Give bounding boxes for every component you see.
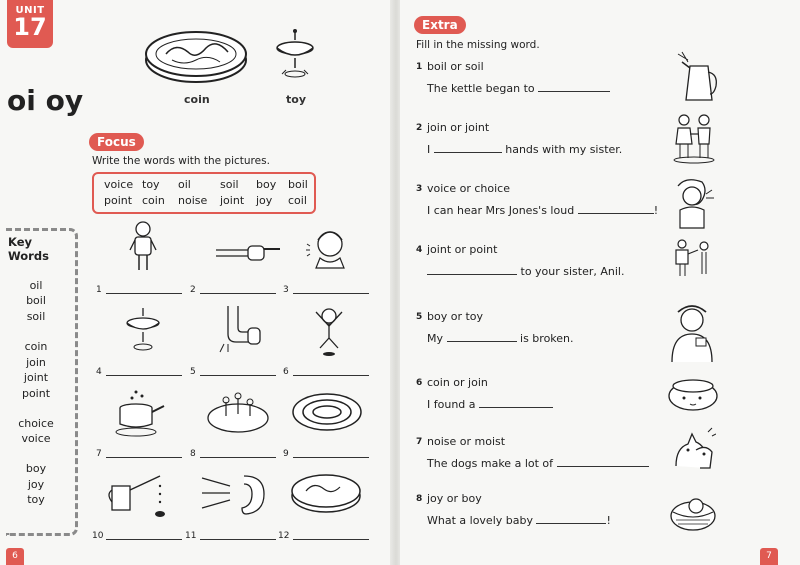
exercise-number: 4 [416, 245, 423, 255]
word-bank-word: oil [178, 178, 191, 191]
unit-number: 17 [13, 13, 47, 41]
word-bank-word: joint [220, 194, 245, 207]
page-number-left: 6 [6, 548, 24, 565]
exercise-sentence-4 [427, 264, 625, 278]
exercise-number: 8 [416, 494, 423, 504]
answer-line-12[interactable] [293, 539, 369, 540]
pointing-children-picture [672, 236, 714, 280]
sentence-end: hands with my sister. [505, 143, 623, 156]
sentence-end: ! [606, 514, 611, 527]
word-bank-word: boy [256, 178, 277, 191]
word-bank-word: joy [256, 194, 273, 207]
key-words-title: Key Words [8, 235, 49, 263]
picture-number: 6 [283, 367, 289, 377]
page-number-right: 7 [760, 548, 778, 565]
answer-blank-7[interactable] [557, 456, 649, 467]
exercise-sentence-5 [427, 331, 574, 345]
sentence-start: I found a [427, 398, 476, 411]
extra-instruction: Fill in the missing word. [416, 39, 540, 51]
exercise-number: 6 [416, 378, 423, 388]
spinning-top-picture [120, 306, 166, 352]
exercise-sentence-8 [427, 513, 611, 527]
answer-line-3[interactable] [293, 293, 369, 294]
spinning-top-illustration [270, 28, 320, 84]
coin-label: coin [184, 93, 210, 106]
word-bank-word: coin [142, 194, 165, 207]
sentence-start: The dogs make a lot of [427, 457, 554, 470]
answer-line-6[interactable] [293, 375, 369, 376]
shouting-woman-picture [670, 176, 716, 230]
exercise-sentence-1 [427, 81, 610, 95]
page-title: oi oy [7, 84, 84, 117]
exercise-choice: join or joint [427, 121, 490, 134]
picture-number: 12 [278, 531, 290, 541]
answer-line-2[interactable] [200, 293, 276, 294]
baby-in-basket-picture [668, 490, 718, 534]
sentence-start: What a lovely baby [427, 514, 533, 527]
answer-blank-3[interactable] [578, 203, 654, 214]
key-word: point [21, 387, 51, 400]
answer-line-8[interactable] [200, 457, 276, 458]
key-word: boil [26, 294, 46, 307]
key-word: soil [26, 310, 46, 323]
answer-line-10[interactable] [106, 539, 182, 540]
soil-patch-picture [204, 388, 272, 436]
answer-line-9[interactable] [293, 457, 369, 458]
picture-number: 7 [96, 449, 102, 459]
exercise-choice: joint or point [427, 243, 498, 256]
elbow-joint-picture [216, 304, 262, 354]
boy-picture [128, 220, 158, 274]
word-bank-word: boil [288, 178, 308, 191]
answer-line-11[interactable] [200, 539, 276, 540]
exercise-sentence-6 [427, 397, 553, 411]
answer-blank-2[interactable] [434, 142, 502, 153]
key-word: joy [27, 478, 45, 491]
answer-line-5[interactable] [200, 375, 276, 376]
exercise-choice: coin or join [427, 376, 488, 389]
key-word: join [26, 356, 46, 369]
picture-number: 2 [190, 285, 196, 295]
key-word: oil [29, 279, 43, 292]
key-word: toy [27, 493, 45, 506]
focus-tag: Focus [89, 133, 144, 151]
sentence-start: My [427, 332, 444, 345]
word-bank-word: noise [178, 194, 208, 207]
exercise-number: 2 [416, 123, 423, 133]
picture-number: 1 [96, 285, 102, 295]
picture-number: 8 [190, 449, 196, 459]
steaming-kettle-picture [672, 50, 722, 104]
key-word: choice [18, 417, 54, 430]
answer-blank-5[interactable] [447, 331, 517, 342]
toy-label: toy [286, 93, 306, 106]
picture-number: 3 [283, 285, 289, 295]
picture-number: 5 [190, 367, 196, 377]
key-word: coin [24, 340, 48, 353]
answer-blank-6[interactable] [479, 397, 553, 408]
exercise-number: 5 [416, 312, 423, 322]
key-word: joint [23, 371, 49, 384]
exercise-number: 1 [416, 62, 423, 72]
key-word: boy [25, 462, 47, 475]
exercise-choice: noise or moist [427, 435, 506, 448]
word-bank-word: voice [104, 178, 134, 191]
joyful-boy-picture [310, 304, 348, 356]
sentence-start: I can hear Mrs Jones's loud [427, 204, 575, 217]
answer-line-4[interactable] [106, 375, 182, 376]
exercise-sentence-7 [427, 456, 649, 470]
exercise-choice: voice or choice [427, 182, 510, 195]
exercise-sentence-3 [427, 203, 658, 217]
answer-blank-4[interactable] [427, 264, 517, 275]
exercise-choice: boil or soil [427, 60, 484, 73]
answer-line-7[interactable] [106, 457, 182, 458]
extra-tag: Extra [414, 16, 466, 34]
coin-in-hand-picture [666, 374, 720, 414]
sentence-end: to your sister, Anil. [520, 265, 625, 278]
word-bank [92, 172, 316, 214]
sentence-end: is broken. [520, 332, 574, 345]
coiled-snake-picture [290, 386, 364, 436]
unit-badge [7, 0, 53, 48]
word-bank-word: toy [142, 178, 160, 191]
exercise-number: 7 [416, 437, 423, 447]
exercise-choice: boy or toy [427, 310, 484, 323]
word-bank-word: coil [288, 194, 307, 207]
sentence-start: I [427, 143, 431, 156]
left-page [0, 0, 392, 565]
pointing-hand-picture [214, 236, 282, 264]
key-word: voice [21, 432, 51, 445]
answer-blank-1[interactable] [538, 81, 610, 92]
noisy-girl-picture [306, 224, 350, 270]
right-page [400, 0, 800, 565]
ear-listening-picture [200, 468, 270, 518]
key-words-panel [6, 228, 78, 536]
picture-number: 10 [92, 531, 104, 541]
barking-dogs-picture [670, 426, 716, 476]
answer-blank-8[interactable] [536, 513, 606, 524]
picture-number: 4 [96, 367, 102, 377]
word-bank-word: soil [220, 178, 239, 191]
answer-line-1[interactable] [106, 293, 182, 294]
boy-with-broken-toy-picture [666, 302, 718, 364]
word-bank-word: point [104, 194, 133, 207]
holding-hands-picture [672, 112, 716, 164]
exercise-number: 3 [416, 184, 423, 194]
exercise-sentence-2 [427, 142, 622, 156]
sentence-end: ! [653, 204, 659, 217]
sentence-start: The kettle began to [427, 82, 535, 95]
coin-illustration [142, 24, 250, 88]
coin-picture [288, 466, 364, 518]
boiling-pot-picture [114, 388, 166, 438]
oil-can-picture [104, 466, 168, 520]
exercise-choice: joy or boy [427, 492, 482, 505]
unit-label: UNIT [15, 5, 45, 16]
focus-instruction: Write the words with the pictures. [92, 155, 270, 167]
picture-number: 9 [283, 449, 289, 459]
picture-number: 11 [185, 531, 197, 541]
